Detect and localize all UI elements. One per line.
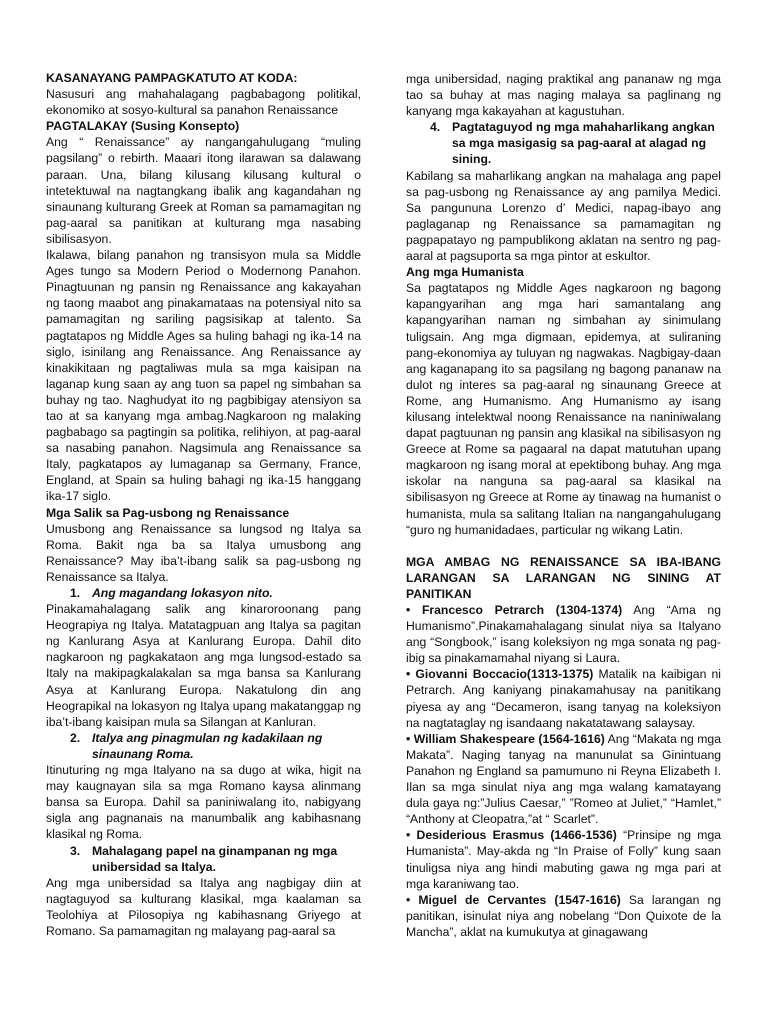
spacer bbox=[406, 538, 721, 554]
bullet-paragraph bbox=[406, 602, 721, 666]
paragraph: Ang “ Renaissance” ay nangangahulugang “muling pagsilang” o rebirth. Maaari itong ilarawan sa dalawang paraan. Una, bilang kilusang kilusang kultural o intetektuwal na nagtangkang ibalik ang kagandahan ng sinaunang kulturang Greek at Roman sa pamamagitan ng pag-aaral sa panitikan at kulturang mga nasabing sibilisasyon. bbox=[46, 135, 361, 246]
bullet-paragraph bbox=[406, 666, 721, 730]
bullet-text: Ang “Ama ng Humanismo”.Pinakamahalagang sinulat niya sa Italyano ang “Songbook,” isang koleksiyon ng mga sonata ng pag-ibig sa pinakamamahal niyang si Laura. bbox=[406, 603, 721, 666]
numbered-item bbox=[46, 843, 361, 875]
paragraph: Kabilang sa maharlikang angkan na mahalaga ang papel sa pag-usbong ng Renaissance ay ang pamilya Medici. Sa pangununa Lorenzo d’ Medici, napag-ibayo ang paglaganap ng Renaissance sa pamamagitan ng pagpapatayo ng pampublikong aklatan na sentro ng pag-aaral at pagsuporta sa mga pintor at eskultor. bbox=[406, 168, 721, 264]
right-column bbox=[406, 71, 721, 940]
numbered-item bbox=[46, 730, 361, 762]
item-number: 2. bbox=[70, 730, 81, 745]
paragraph: Itinuturing ng mga Italyano na sa dugo at wika, higit na may kaugnayan sila sa mga Romano kaysa alinmang bansa sa Europa. Dahil sa paniniwalang ito, nabigyang sigla ang pagnanais na manumbalik ang kabihasnang klasikal ng Roma. bbox=[46, 763, 361, 842]
paragraph: Umusbong ang Renaissance sa lungsod ng Italya sa Roma. Bakit nga ba sa Italya umusbong ang Renaissance? May iba’t-ibang salik sa pag-usbong ng Renaissance sa Italya. bbox=[46, 521, 361, 584]
item-heading: Ang magandang lokasyon nito. bbox=[92, 586, 273, 600]
item-number: 3. bbox=[70, 843, 81, 858]
bullet-text: Matalik na kaibigan ni Petrarch. Ang kaniyang pinakamahusay na panitikang piyesa ay ang “Decameron, isang tanyag na koleksiyon na nagtataglay ng isandaang nakatatawang salaysay. bbox=[406, 667, 721, 730]
bullet-name: • William Shakespeare (1564-1616) bbox=[406, 731, 605, 746]
section-heading: KASANAYANG PAMPAGKATUTO AT KODA: bbox=[46, 71, 298, 85]
bullet-text: “Prinsipe ng mga Humanista”. May-akda ng “In Praise of Folly” kung saan tinuligsa niya ang hindi mabuting gawa ng mga pari at mga karaniwang tao. bbox=[406, 828, 721, 891]
paragraph: Pinakamahalagang salik ang kinaroroonang pang Heograpiya ng Italya. Matatagpuan ang Italya sa pagitan ng Kanlurang Asya at Kanlurang Europa. Dahil dito nagkaroon ng pagkakataon ang mga lungsod-estado sa Italy na makipagkalakalan sa mga bansa sa Kanlurang Asya at Kanlurang Europa. Nakatulong din ang Heograpikal na lokasyon ng Italya upang makatanggap ng iba’t-ibang kaisipan mula sa Silangan at Kanluran. bbox=[46, 602, 361, 729]
item-number: 4. bbox=[430, 120, 441, 135]
numbered-item bbox=[406, 119, 721, 167]
section-heading: PAGTALAKAY (Susing Konsepto) bbox=[46, 119, 240, 134]
bullet-name: • Francesco Petrarch (1304-1374) bbox=[406, 603, 623, 617]
section-heading: MGA AMBAG NG RENAISSANCE SA IBA-IBANG LARANGAN SA LARANGAN NG SINING AT PANITIKAN bbox=[406, 554, 721, 601]
section-heading: Ang mga Humanista bbox=[406, 265, 524, 280]
bullet-text: Sa larangan ng panitikan, isinulat niya ang nobelang “Don Quixote de la Mancha”, aklat na kumukutya at ginagawang bbox=[406, 892, 721, 939]
bullet-name: • Desiderious Erasmus (1466-1536) bbox=[406, 828, 617, 843]
paragraph: Ang mga unibersidad sa Italya ang nagbigay diin at nagtaguyod sa kulturang klasikal, mga kaalaman sa Teolohiya at Pilosopiya ng kabihasnang Griyego at Romano. Sa pamamagitan ng malayang pag-aaral sa bbox=[46, 875, 361, 938]
bullet-name: • Miguel de Cervantes (1547-1616) bbox=[406, 892, 621, 907]
item-number: 1. bbox=[70, 586, 81, 600]
paragraph: Nasusuri ang mahahalagang pagbabagong politikal, ekonomiko at sosyo-kultural sa panahon Renaissance bbox=[46, 87, 361, 118]
bullet-paragraph bbox=[406, 731, 721, 828]
paragraph: Ikalawa, bilang panahon ng transisyon mula sa Middle Ages tungo sa Modern Period o Modernong Panahon. Pinagtuunan ng pansin ng Renaissance ang kakayahan ng taong maabot ang pinakamataas na potensiyal nito sa pamamagitan ng sariling pagsisikap at talento. Sa pagtatapos ng Middle Ages sa huling bahagi ng ika-14 na siglo, isinilang ang Renaissance. Ang Renaissance ay kinakikitaan ng pagtaliwas mula sa mga kaisipan na laganap kung saan ay ang tuon sa papel ng simbahan sa buhay ng tao. Naghudyat ito ng pagbibigay atensiyon sa tao at sa kanyang mga ambag.Nagkaroon ng malaking pagbabago sa pagtingin sa politika, relihiyon, at pag-aaral sa nasabing panahon. Nagsimula ang Renaissance sa Italy, pagkatapos ay lumaganap sa Germany, France, England, at Spain sa huling bahagi ng ika-15 hanggang ika-17 siglo. bbox=[46, 248, 361, 504]
item-heading: Pagtataguyod ng mga mahaharlikang angkan sa mga masigasig sa pag-aaral at alagad ng sining. bbox=[452, 120, 715, 167]
bullet-paragraph bbox=[406, 827, 721, 891]
item-heading: Mahalagang papel na ginampanan ng mga unibersidad sa Italya. bbox=[92, 843, 338, 874]
bullet-paragraph bbox=[406, 892, 721, 940]
item-heading: Italya ang pinagmulan ng kadakilaan ng sinaunang Roma. bbox=[92, 730, 323, 761]
bullet-text: Ang “Makata ng mga Makata”. Naging tanyag na manunulat sa Ginintuang Panahon ng England sa pamumuno ni Reyna Elizabeth I. Ilan sa mga sinulat niya ang mga walang kamatayang dula gaya ng:”Julius Caesar,” ”Romeo at Juliet,” “Hamlet,” “Anthony at Cleopatra,”at “ Scarlet”. bbox=[406, 731, 721, 827]
paragraph: Sa pagtatapos ng Middle Ages nagkaroon ng bagong kapangyarihan ang mga hari samantalang ang kapangyarihan naman ng simbahan ay sinimulang tuligsain. Ang mga digmaan, epidemya, at suliraning pang-ekonomiya ay tuluyan ng nagwakas. Nagbigay-daan ang kaganapang ito sa pagsilang ng bagong pananaw na dulot ng interes sa pag-aaral ng sinaunang Greece at Rome, ang Humanismo. Ang Humanismo ay isang kilusang intelektwal noong Renaissance na naniniwalang dapat pagtuunan ng pansin ang klasikal na sibilisasyon ng Greece at Rome sa pagaaral na dapat matutuhan upang magkaroon ng isang moral at epektibong buhay. Ang mga iskolar na nanguna sa pag-aaral sa klasikal na sibilisasyon ng Greece at Rome ay tinawag na humanist o humanista, mula sa salitang Italian na nangangahulugang “guro ng humanidadaes, particular ng wikang Latin. bbox=[406, 281, 721, 537]
left-column bbox=[46, 70, 361, 939]
numbered-item bbox=[46, 585, 361, 601]
section-heading: Mga Salik sa Pag-usbong ng Renaissance bbox=[46, 505, 290, 520]
bullet-name: • Giovanni Boccacio(1313-1375) bbox=[406, 667, 594, 682]
paragraph: mga unibersidad, naging praktikal ang pananaw ng mga tao sa buhay at mas naging malaya sa paglinang ng kanyang mga kakayahan at kagustuhan. bbox=[406, 72, 721, 119]
